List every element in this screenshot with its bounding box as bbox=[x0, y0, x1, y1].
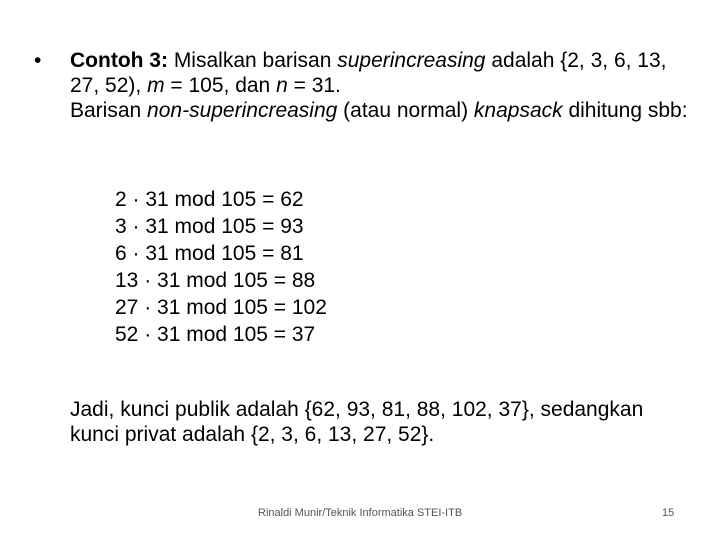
intro-var-m: m bbox=[147, 74, 165, 97]
intro-text-3: = 105, dan bbox=[164, 74, 277, 97]
intro-line2-text-2: (atau normal) bbox=[337, 99, 474, 122]
intro-term-non-superincreasing: non-superincreasing bbox=[147, 99, 338, 122]
intro-term-knapsack: knapsack bbox=[473, 99, 563, 122]
intro-term-superincreasing: superincreasing bbox=[337, 49, 486, 72]
intro-text-1: Misalkan barisan bbox=[167, 49, 338, 72]
calculation-row: 3 · 31 mod 105 = 93 bbox=[115, 215, 304, 238]
calculation-row: 2 · 31 mod 105 = 62 bbox=[115, 188, 304, 211]
conclusion-text: Jadi, kunci publik adalah {62, 93, 81, 88, 102, 37}, sedangkan kunci privat adalah {2, 3, 6, 13, 27, 52}. bbox=[70, 398, 644, 446]
intro-line2-text-1: Barisan bbox=[70, 99, 148, 122]
page-number: 15 bbox=[662, 507, 675, 519]
calculation-row: 13 · 31 mod 105 = 88 bbox=[115, 269, 316, 292]
bullet-icon: • bbox=[34, 49, 42, 72]
calculation-list bbox=[115, 186, 327, 348]
intro-text-2: adalah {2, 3, 6, 13, 27, 52), bbox=[70, 49, 667, 97]
footer-credit: Rinaldi Munir/Teknik Informatika STEI-ITB bbox=[258, 507, 463, 519]
calculation-row: 52 · 31 mod 105 = 37 bbox=[115, 323, 316, 346]
intro-var-n: n bbox=[276, 74, 288, 97]
intro-paragraph bbox=[70, 48, 690, 123]
intro-line2-text-3: dihitung sbb: bbox=[562, 99, 688, 122]
intro-text-4: = 31. bbox=[287, 74, 341, 97]
calculation-row: 27 · 31 mod 105 = 102 bbox=[115, 296, 327, 319]
calculation-row: 6 · 31 mod 105 = 81 bbox=[115, 242, 304, 265]
example-label: Contoh 3: bbox=[70, 49, 168, 72]
